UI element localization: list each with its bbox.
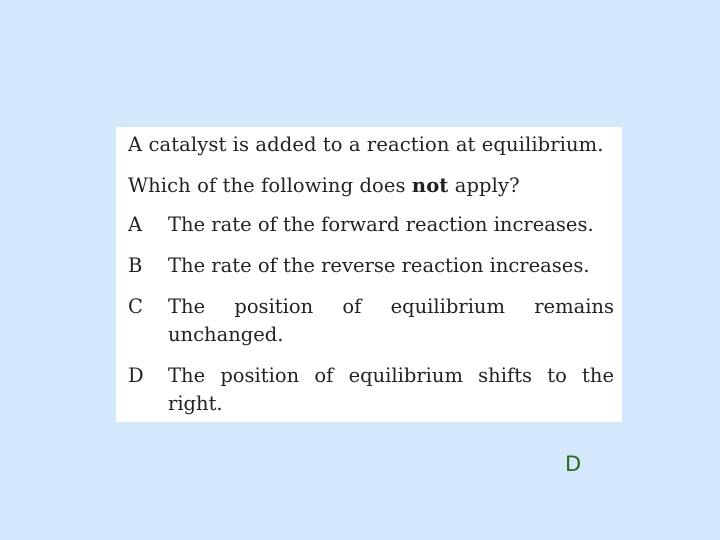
answer-label: D: [565, 452, 582, 476]
question-stem-text: Which of the following does: [128, 174, 412, 197]
option-text: The rate of the forward reaction increases.: [168, 213, 594, 236]
option-d: [128, 362, 614, 418]
option-text: The rate of the reverse reaction increases.: [168, 254, 590, 277]
option-letter: C: [128, 295, 143, 318]
option-letter: A: [128, 213, 143, 236]
option-b: [128, 252, 614, 280]
question-stem-text-end: apply?: [448, 174, 520, 197]
question-stem-line-1: A catalyst is added to a reaction at equilibrium.: [128, 133, 604, 156]
question-stem-emphasis: not: [411, 174, 449, 197]
option-letter: B: [128, 254, 143, 277]
option-text-line-1: The position of equilibrium remains: [168, 295, 614, 318]
option-text-line-1: The position of equilibrium shifts to the: [168, 364, 614, 387]
question-card: [116, 127, 622, 422]
option-text-line-2: right.: [168, 392, 223, 415]
option-a: [128, 211, 614, 239]
question-stem-line-2: [128, 174, 614, 198]
option-letter: D: [128, 364, 144, 387]
option-text-line-2: unchanged.: [168, 323, 284, 346]
option-text: [168, 293, 614, 349]
option-text: [168, 362, 614, 418]
option-c: [128, 293, 614, 349]
